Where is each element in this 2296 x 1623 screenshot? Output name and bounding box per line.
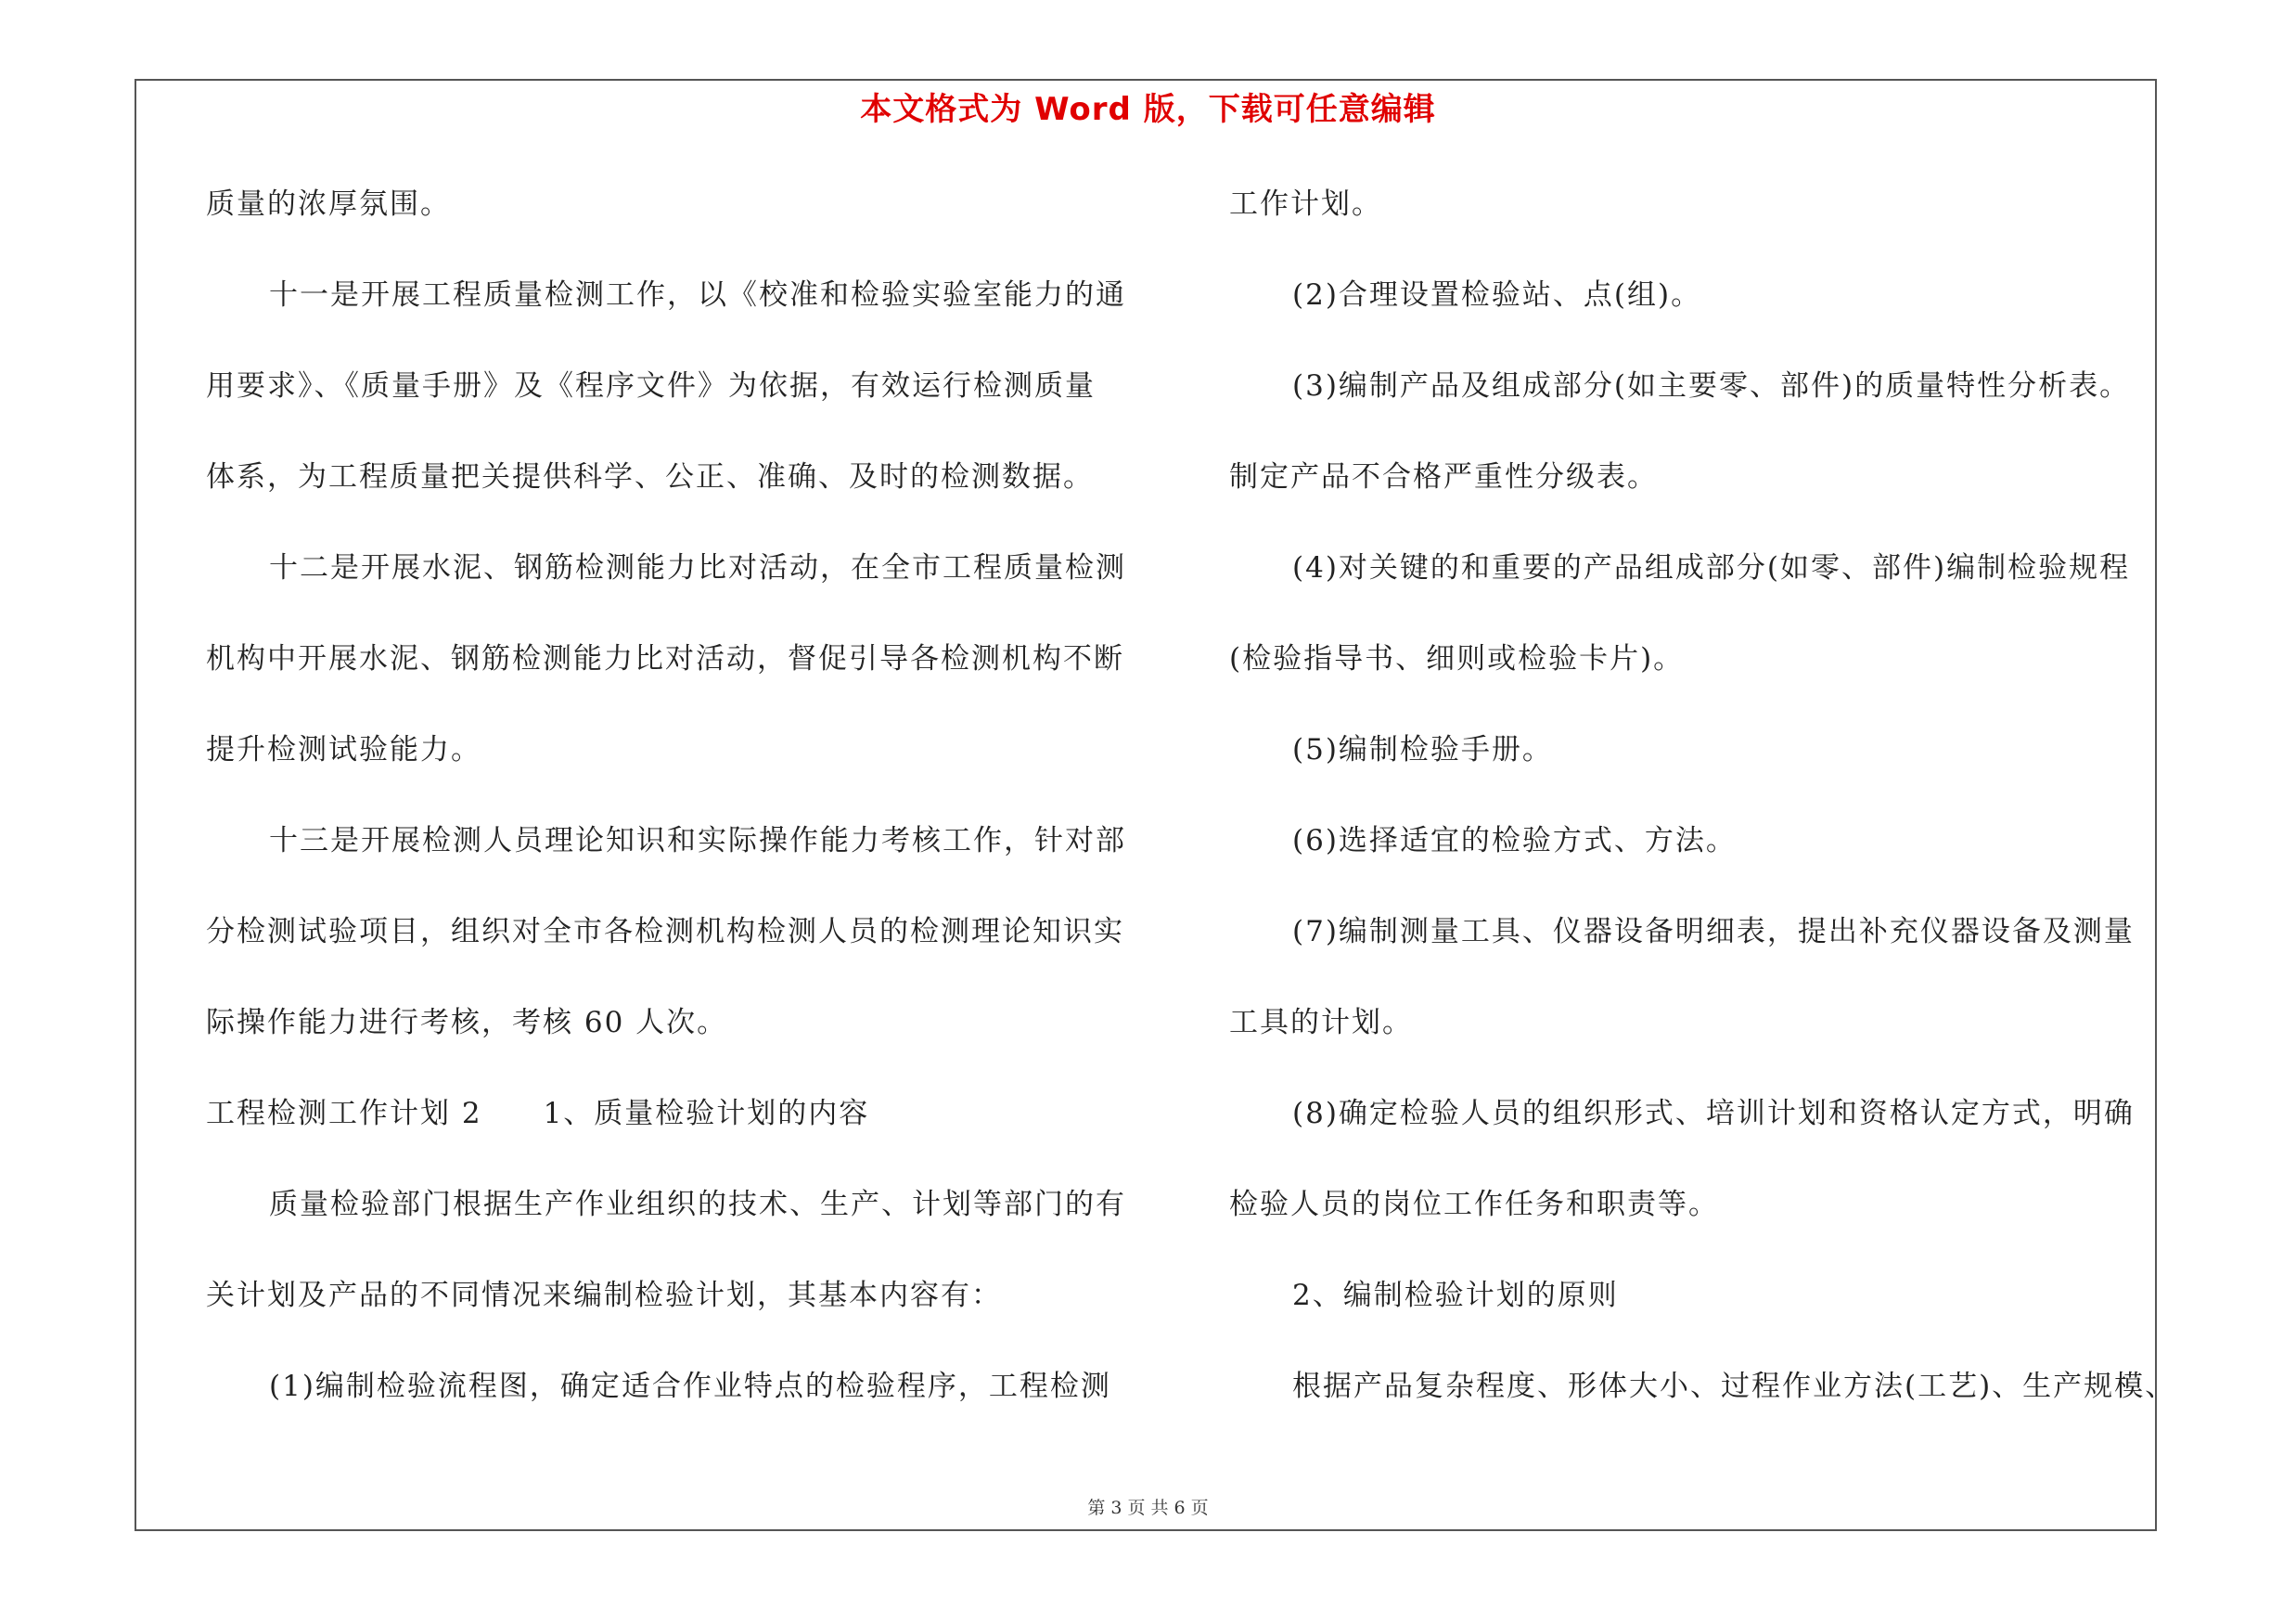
paragraph-line: (4)对关键的和重要的产品组成部分(如零、部件)编制检验规程 xyxy=(1292,551,2131,585)
watermark-banner: 本文格式为 Word 版，下载可任意编辑 xyxy=(860,91,1436,128)
paragraph-line: 质量检验部门根据生产作业组织的技术、生产、计划等部门的有 xyxy=(269,1188,1126,1221)
paragraph-line: 工具的计划。 xyxy=(1229,1006,1413,1039)
paragraph-line: (6)选择适宜的检验方式、方法。 xyxy=(1292,824,1737,857)
paragraph-line: (7)编制测量工具、仪器设备明细表，提出补充仪器设备及测量 xyxy=(1292,915,2135,948)
paragraph-line: (检验指导书、细则或检验卡片)。 xyxy=(1229,642,1685,676)
paragraph-line: 体系，为工程质量把关提供科学、公正、准确、及时的检测数据。 xyxy=(206,460,1094,494)
paragraph-line: (1)编制检验流程图，确定适合作业特点的检验程序，工程检测 xyxy=(269,1370,1111,1403)
paragraph-line: 提升检测试验能力。 xyxy=(206,733,481,766)
paragraph-line: 检验人员的岗位工作任务和职责等。 xyxy=(1229,1188,1719,1221)
paragraph-line: 质量的浓厚氛围。 xyxy=(206,187,451,221)
paragraph-line: (8)确定检验人员的组织形式、培训计划和资格认定方式，明确 xyxy=(1292,1097,2135,1130)
paragraph-line: 制定产品不合格严重性分级表。 xyxy=(1229,460,1658,494)
paragraph-line: 用要求》、《质量手册》及《程序文件》为依据，有效运行检测质量 xyxy=(206,369,1096,403)
paragraph-line: (3)编制产品及组成部分(如主要零、部件)的质量特性分析表。 xyxy=(1292,369,2131,403)
page-number: 第 3 页 共 6 页 xyxy=(1087,1498,1209,1518)
paragraph-line: 分检测试验项目，组织对全市各检测机构检测人员的检测理论知识实 xyxy=(206,915,1124,948)
paragraph-line: 十一是开展工程质量检测工作，以《校准和检验实验室能力的通 xyxy=(269,278,1126,312)
paragraph-line: (2)合理设置检验站、点(组)。 xyxy=(1292,278,1702,312)
paragraph-line: 际操作能力进行考核，考核 60 人次。 xyxy=(206,1006,728,1039)
paragraph-line: 十三是开展检测人员理论知识和实际操作能力考核工作，针对部 xyxy=(269,824,1126,857)
paragraph-line: (5)编制检验手册。 xyxy=(1292,733,1553,766)
paragraph-line: 工作计划。 xyxy=(1229,187,1382,221)
paragraph-line: 机构中开展水泥、钢筋检测能力比对活动，督促引导各检测机构不断 xyxy=(206,642,1124,676)
paragraph-line: 关计划及产品的不同情况来编制检验计划，其基本内容有： xyxy=(206,1279,1002,1312)
paragraph-line: 十二是开展水泥、钢筋检测能力比对活动，在全市工程质量检测 xyxy=(269,551,1126,585)
paragraph-line: 根据产品复杂程度、形体大小、过程作业方法(工艺)、生产规模、 xyxy=(1292,1370,2176,1403)
section-heading: 工程检测工作计划 2 1、质量检验计划的内容 xyxy=(206,1097,870,1130)
section-heading: 2、编制检验计划的原则 xyxy=(1292,1279,1619,1312)
